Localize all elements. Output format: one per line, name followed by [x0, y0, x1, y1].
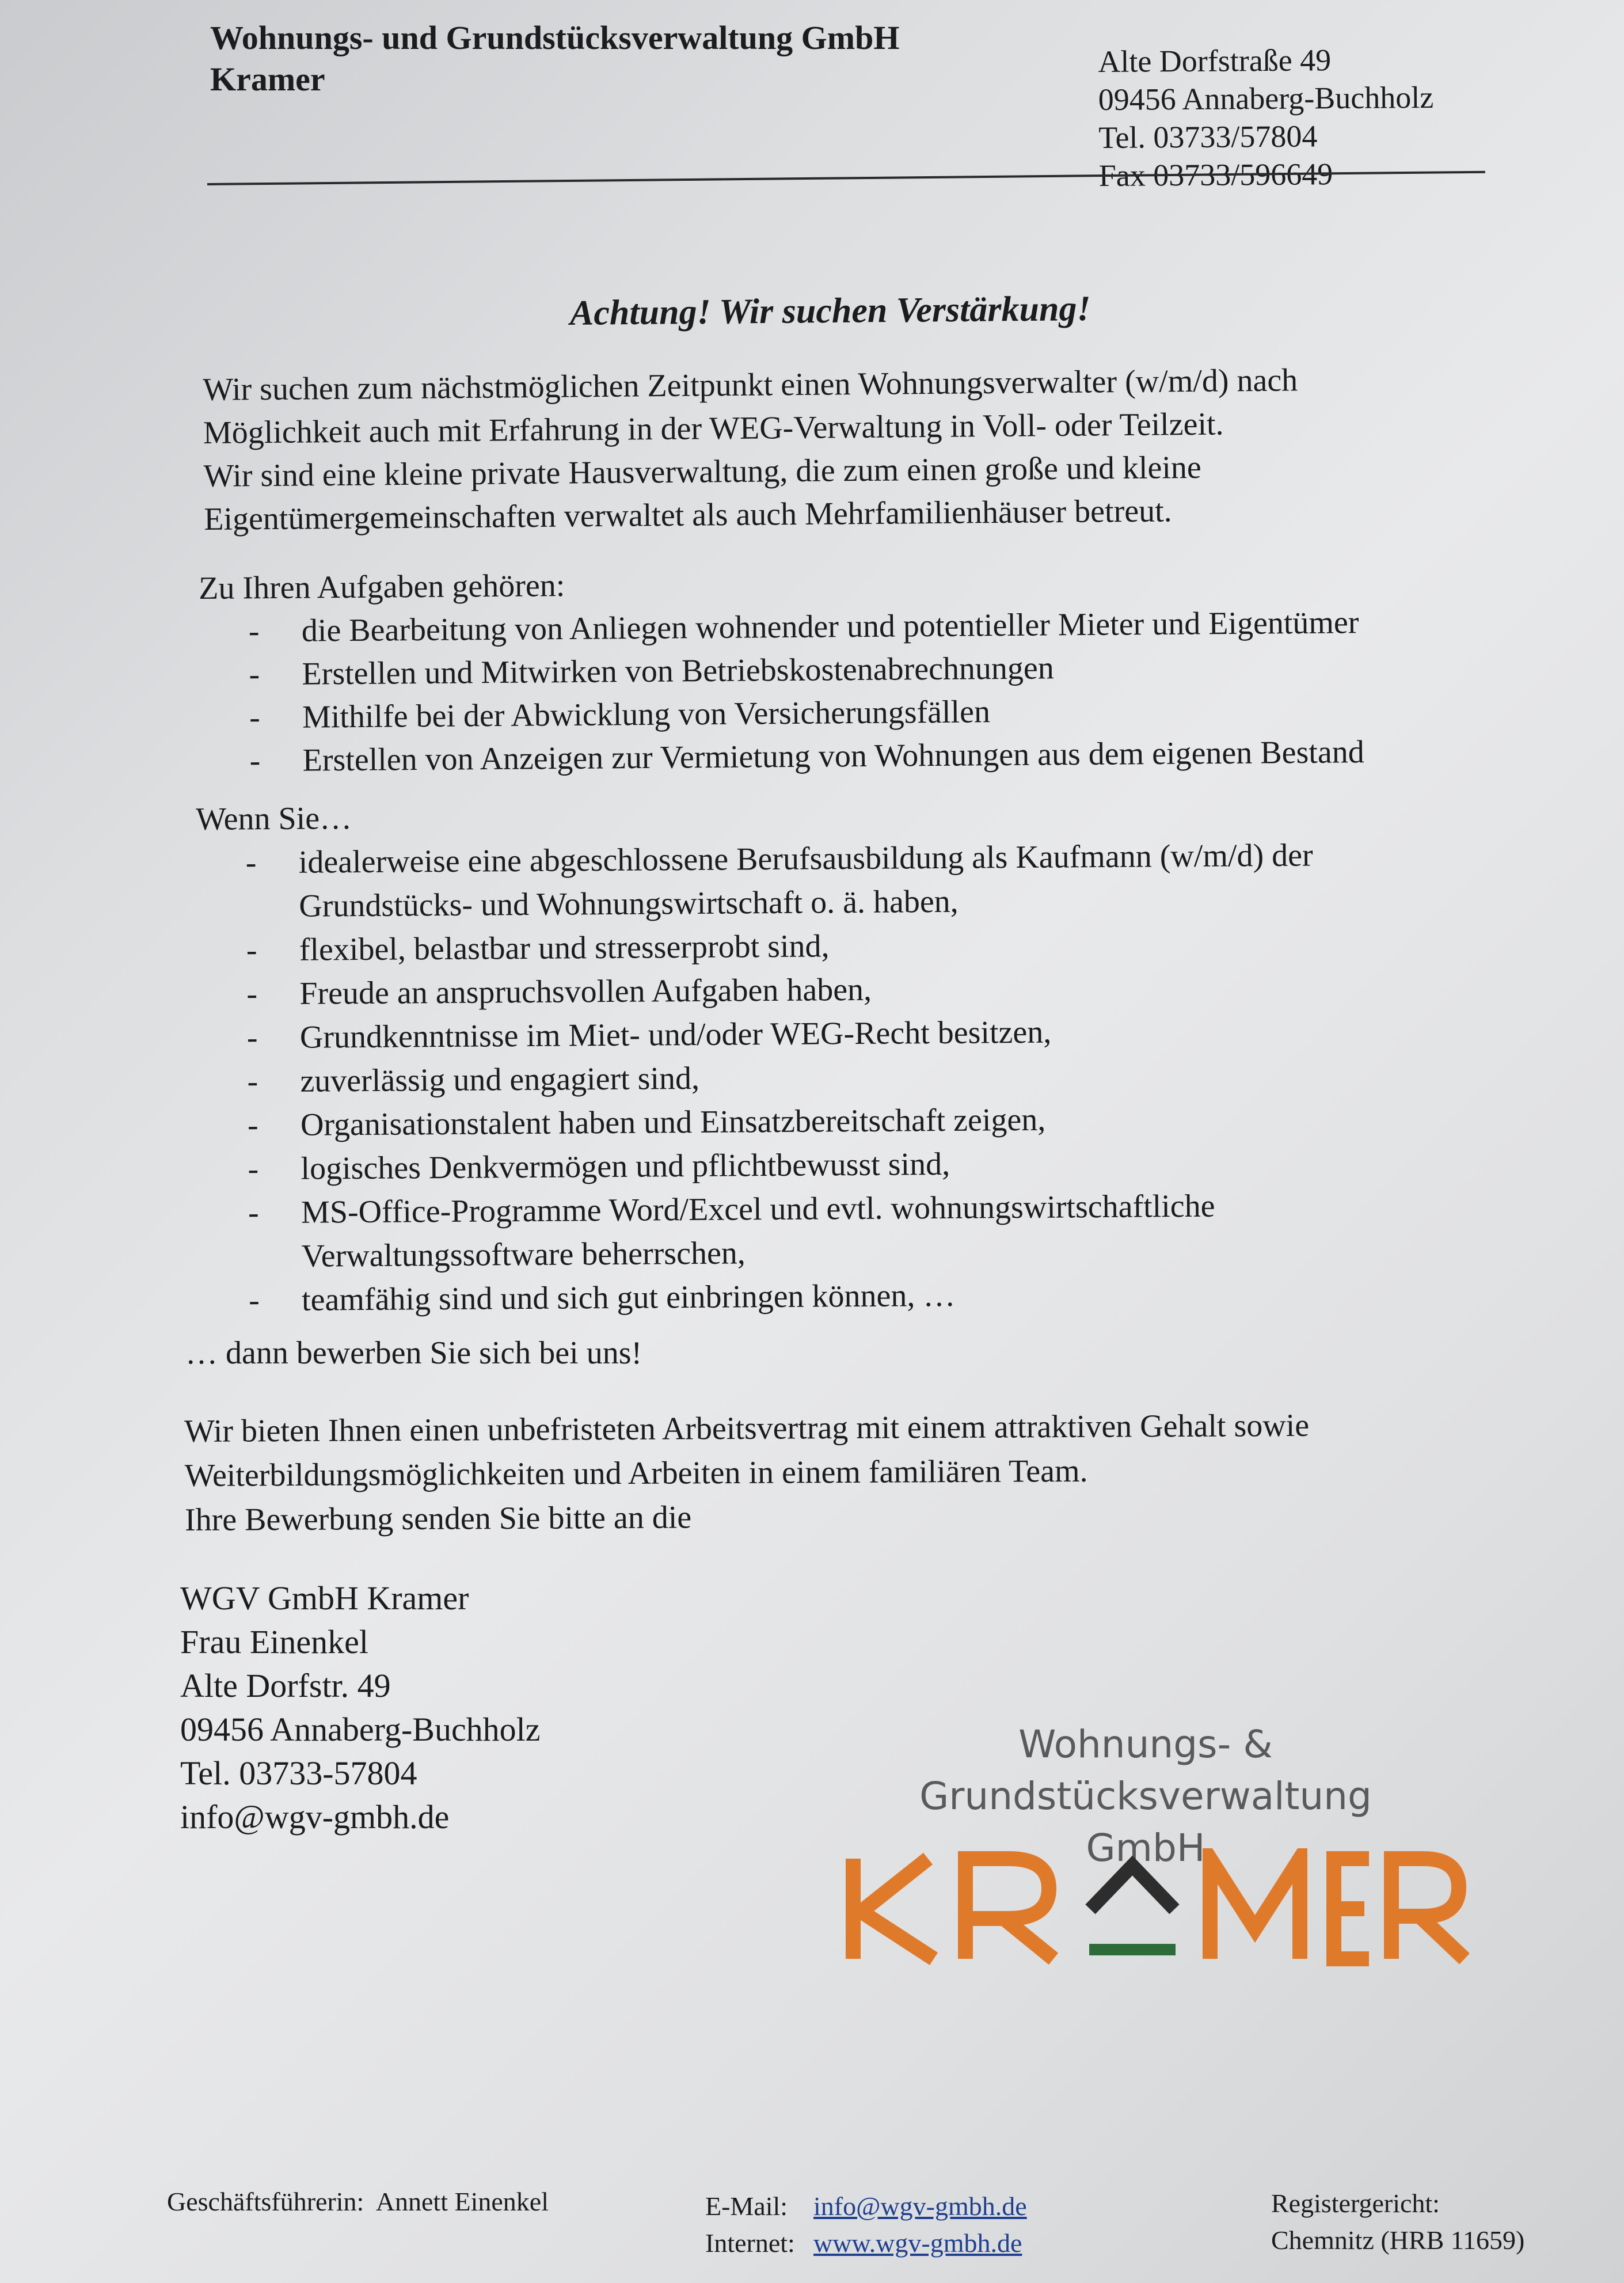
- footer-registry: [1271, 2185, 1524, 2259]
- call-to-action: … dann bewerben Sie sich bei uns!: [185, 1335, 642, 1371]
- requirement-item: - idealerweise eine abgeschlossene Berufsausbildung als Kaufmann (w/m/d) der Grundstücks- und Wohnungswirtschaft o. ä. haben,: [245, 837, 1313, 924]
- contact-address: [180, 1577, 541, 1839]
- address-fax: Fax 03733/596649: [1098, 157, 1333, 193]
- tasks-section: [199, 558, 1364, 783]
- requirements-heading: Wenn Sie…: [196, 800, 352, 837]
- contact-line: 09456 Annaberg-Buchholz: [180, 1711, 541, 1748]
- logo-caption-line2: Grundstücksverwaltung GmbH: [919, 1774, 1372, 1870]
- footer-court: Chemnitz (HRB 11659): [1271, 2225, 1525, 2255]
- footer-manager-label: Geschäftsführerin:: [167, 2187, 364, 2216]
- logo-ground-bar: [1089, 1944, 1176, 1955]
- intro-line: Wir sind eine kleine private Hausverwaltung, die zum einen große und kleine: [203, 449, 1202, 494]
- headline: Achtung! Wir suchen Verstärkung!: [569, 289, 1091, 333]
- offer-paragraph: [184, 1404, 1310, 1543]
- company-name: [210, 12, 899, 106]
- contact-line: Tel. 03733-57804: [180, 1754, 417, 1792]
- footer-web-link[interactable]: www.wgv-gmbh.de: [813, 2228, 1022, 2258]
- logo-roof-mark: [1090, 1866, 1174, 1909]
- contact-line: Frau Einenkel: [180, 1623, 368, 1661]
- intro-paragraph: [203, 359, 1299, 541]
- contact-email: info@wgv-gmbh.de: [180, 1798, 450, 1836]
- footer-web-label: Internet:: [705, 2228, 795, 2258]
- footer-email-link[interactable]: info@wgv-gmbh.de: [813, 2191, 1027, 2221]
- intro-line: Wir suchen zum nächstmöglichen Zeitpunkt einen Wohnungsverwalter (w/m/d) nach: [203, 362, 1298, 408]
- requirement-item: - MS-Office-Programme Word/Excel und evtl. wohnungswirtschaftliche Verwaltungssoftware beherrschen,: [248, 1188, 1215, 1274]
- contact-line: WGV GmbH Kramer: [180, 1579, 469, 1617]
- kramer-logo: [842, 1848, 1469, 1969]
- footer-manager: [167, 2183, 549, 2220]
- task-item: - Erstellen von Anzeigen zur Vermietung von Wohnungen aus dem eigenen Bestand: [249, 734, 1364, 779]
- footer-email-label: E-Mail:: [705, 2191, 788, 2221]
- requirement-item: - flexibel, belastbar und stresserprobt sind,: [246, 928, 830, 968]
- requirement-item: - Freude an anspruchsvollen Aufgaben haben,: [246, 971, 872, 1012]
- offer-line: Ihre Bewerbung senden Sie bitte an die: [184, 1499, 692, 1538]
- offer-line: Wir bieten Ihnen einen unbefristeten Arbeitsvertrag mit einem attraktiven Gehalt sowie: [184, 1407, 1310, 1449]
- offer-line: Weiterbildungsmöglichkeiten und Arbeiten in einem familiären Team.: [184, 1453, 1088, 1494]
- contact-line: Alte Dorfstr. 49: [180, 1667, 391, 1704]
- company-name-line2: Kramer: [210, 60, 325, 98]
- intro-line: Eigentümergemeinschaften verwaltet als auch Mehrfamilienhäuser betreut.: [204, 493, 1172, 537]
- company-name-line1: Wohnungs- und Grundstücksverwaltung GmbH: [210, 19, 900, 56]
- logo-caption-line1: Wohnungs- &: [1018, 1722, 1273, 1767]
- address-city: 09456 Annaberg-Buchholz: [1098, 79, 1434, 117]
- requirement-item: - zuverlässig und engagiert sind,: [247, 1060, 700, 1100]
- requirements-section: [196, 789, 1316, 1323]
- task-item: - Erstellen und Mitwirken von Betriebskostenabrechnungen: [249, 650, 1055, 693]
- footer-court-label: Registergericht:: [1271, 2189, 1440, 2218]
- address-street: Alte Dorfstraße 49: [1098, 43, 1332, 79]
- requirement-item: - logisches Denkvermögen und pflichtbewusst sind,: [248, 1146, 950, 1187]
- task-item: - Mithilfe bei der Abwicklung von Versicherungsfällen: [249, 694, 991, 736]
- requirement-item: - teamfähig sind und sich gut einbringen können, …: [248, 1277, 956, 1319]
- footer-manager-name: Annett Einenkel: [375, 2187, 549, 2216]
- tasks-heading: Zu Ihren Aufgaben gehören:: [199, 568, 565, 606]
- footer-contact: [705, 2188, 1027, 2262]
- requirement-item: - Organisationstalent haben und Einsatzbereitschaft zeigen,: [247, 1101, 1046, 1144]
- task-item: - die Bearbeitung von Anliegen wohnender und potentieller Mieter und Eigentümer: [248, 605, 1359, 649]
- address-tel: Tel. 03733/57804: [1098, 119, 1318, 155]
- intro-line: Möglichkeit auch mit Erfahrung in der WEG-Verwaltung in Voll- oder Teilzeit.: [203, 406, 1224, 451]
- requirement-item: - Grundkenntnisse im Miet- und/oder WEG-Recht besitzen,: [246, 1014, 1052, 1056]
